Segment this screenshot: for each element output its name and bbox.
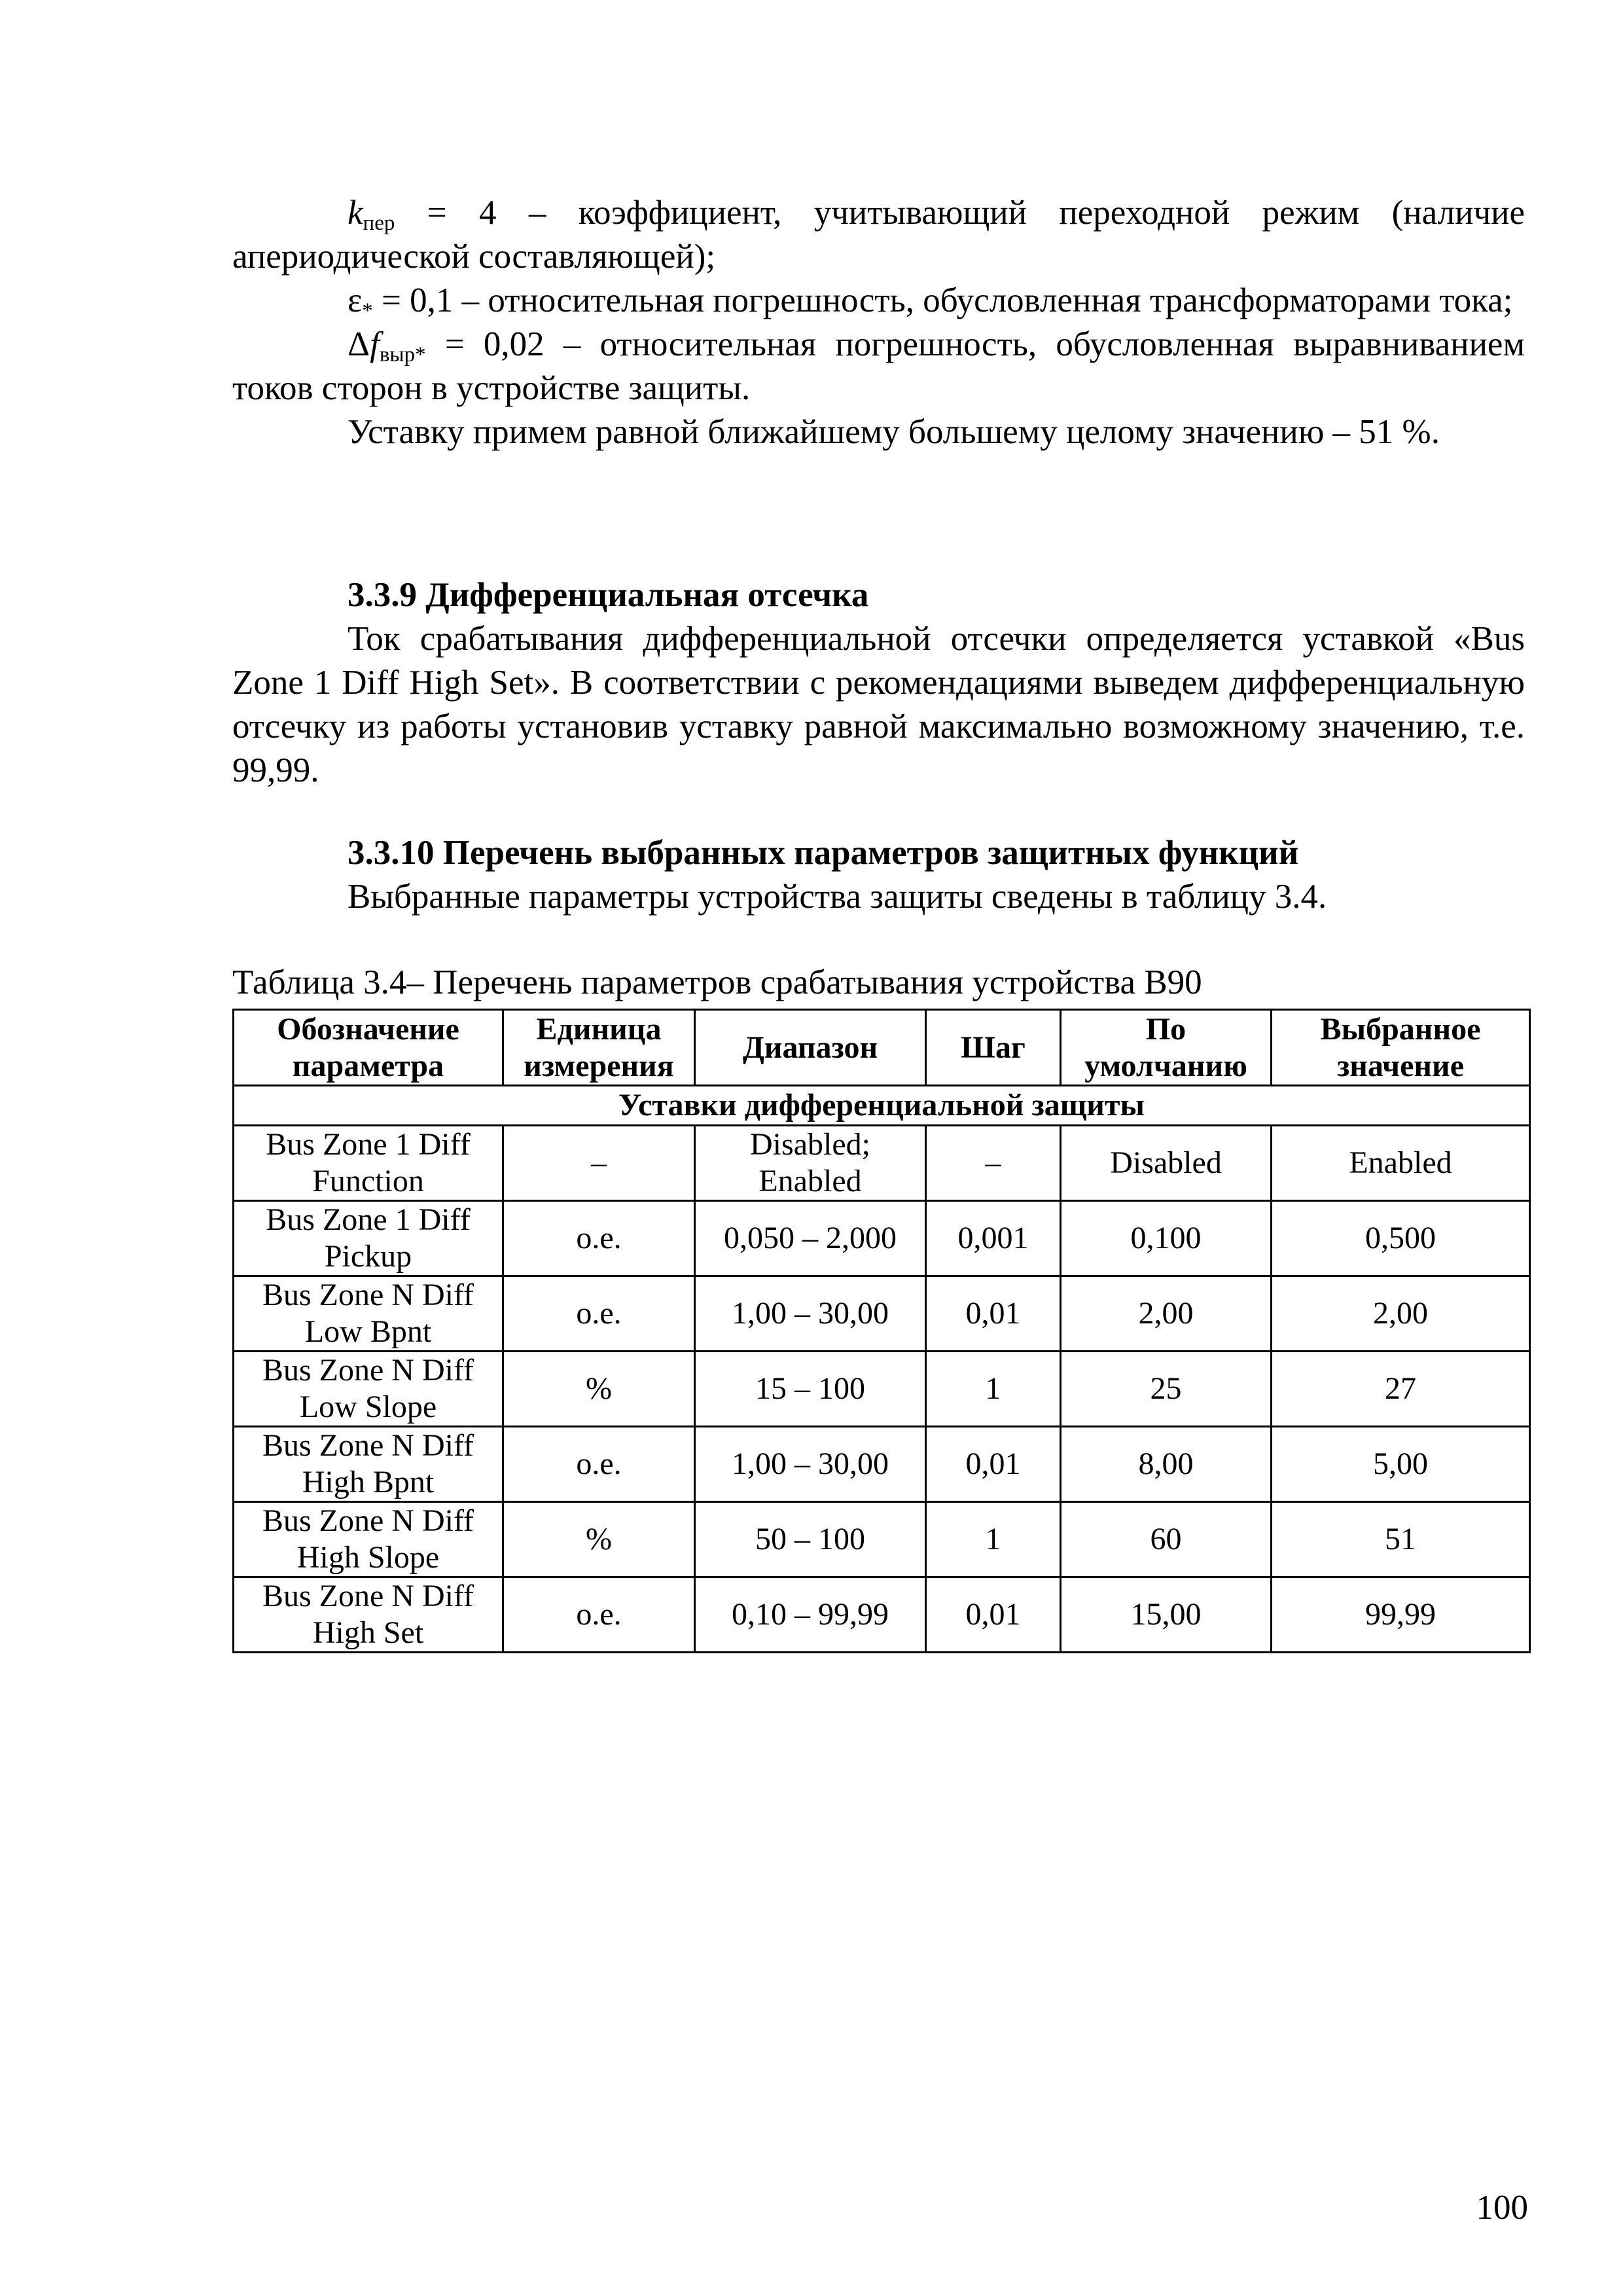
cell-range: 1,00 – 30,00 bbox=[695, 1276, 926, 1352]
header-unit: Единица измерения bbox=[503, 1010, 695, 1086]
cell-parameter: Bus Zone N Diff High Slope bbox=[234, 1502, 503, 1577]
section-heading-3-3-10: 3.3.10 Перечень выбранных параметров защитных функций bbox=[348, 834, 1299, 872]
cell-range: Disabled; Enabled bbox=[695, 1126, 926, 1201]
kper-text: = 4 – коэффициент, учитывающий переходной режим (наличие апериодической составляющей); bbox=[232, 194, 1525, 276]
cell-selected: 99,99 bbox=[1272, 1577, 1530, 1653]
cell-selected: 0,500 bbox=[1272, 1201, 1530, 1276]
cell-unit: о.е. bbox=[503, 1577, 695, 1653]
cell-selected: 2,00 bbox=[1272, 1276, 1530, 1352]
subscript-per: пер bbox=[363, 211, 395, 235]
cell-parameter: Bus Zone N Diff High Set bbox=[234, 1577, 503, 1653]
cell-parameter: Bus Zone N Diff Low Bpnt bbox=[234, 1276, 503, 1352]
paragraph-eps bbox=[232, 279, 1525, 323]
symbol-epsilon: ε bbox=[348, 281, 363, 319]
page-number: 100 bbox=[1476, 2189, 1528, 2227]
paragraph-df bbox=[232, 323, 1525, 410]
cell-selected: 5,00 bbox=[1272, 1427, 1530, 1502]
header-range: Диапазон bbox=[695, 1010, 926, 1086]
paragraph-kper bbox=[232, 191, 1525, 279]
cell-step: 0,01 bbox=[926, 1577, 1061, 1653]
paragraph-setting: Уставку примем равной ближайшему большему целому значению – 51 %. bbox=[348, 413, 1440, 451]
cell-range: 15 – 100 bbox=[695, 1352, 926, 1427]
cell-default: 25 bbox=[1061, 1352, 1272, 1427]
table-group-row bbox=[234, 1086, 1530, 1126]
cell-default: 2,00 bbox=[1061, 1276, 1272, 1352]
cell-range: 0,10 – 99,99 bbox=[695, 1577, 926, 1653]
cell-parameter: Bus Zone 1 Diff Function bbox=[234, 1126, 503, 1201]
section-3-3-10 bbox=[232, 831, 1525, 919]
cell-step: 0,01 bbox=[926, 1276, 1061, 1352]
eps-text: = 0,1 – относительная погрешность, обусловленная трансформаторами тока; bbox=[372, 281, 1513, 319]
cell-unit: – bbox=[503, 1126, 695, 1201]
table-row bbox=[234, 1276, 1530, 1352]
header-parameter: Обозначение параметра bbox=[234, 1010, 503, 1086]
df-text: = 0,02 – относительная погрешность, обусловленная выравниванием токов сторон в устройстве защиты. bbox=[232, 325, 1525, 407]
cell-default: Disabled bbox=[1061, 1126, 1272, 1201]
cell-default: 60 bbox=[1061, 1502, 1272, 1577]
cell-selected: 27 bbox=[1272, 1352, 1530, 1427]
symbol-delta: Δ bbox=[348, 325, 370, 363]
cell-parameter: Bus Zone N Diff Low Slope bbox=[234, 1352, 503, 1427]
cell-selected: Enabled bbox=[1272, 1126, 1530, 1201]
cell-parameter: Bus Zone 1 Diff Pickup bbox=[234, 1201, 503, 1276]
cell-default: 0,100 bbox=[1061, 1201, 1272, 1276]
table-caption: Таблица 3.4– Перечень параметров срабатывания устройства B90 bbox=[232, 963, 1202, 1001]
cell-step: 0,001 bbox=[926, 1201, 1061, 1276]
table-row bbox=[234, 1126, 1530, 1201]
group-label: Уставки дифференциальной защиты bbox=[234, 1086, 1530, 1126]
table-header-row bbox=[234, 1010, 1530, 1086]
cell-step: 1 bbox=[926, 1352, 1061, 1427]
cell-unit: о.е. bbox=[503, 1427, 695, 1502]
section-heading-3-3-9: 3.3.9 Дифференциальная отсечка bbox=[348, 576, 869, 614]
header-default: По умолчанию bbox=[1061, 1010, 1272, 1086]
cell-unit: % bbox=[503, 1502, 695, 1577]
table-row bbox=[234, 1427, 1530, 1502]
parameters-table bbox=[232, 1009, 1531, 1653]
cell-unit: о.е. bbox=[503, 1276, 695, 1352]
subscript-star: * bbox=[362, 299, 373, 323]
cell-unit: % bbox=[503, 1352, 695, 1427]
section-3-3-9 bbox=[232, 573, 1525, 793]
subscript-vyr: выр* bbox=[379, 343, 426, 367]
header-step: Шаг bbox=[926, 1010, 1061, 1086]
cell-selected: 51 bbox=[1272, 1502, 1530, 1577]
section-text-3-3-9: Ток срабатывания дифференциальной отсечки определяется уставкой «Bus Zone 1 Diff High Set». В соответствии с рекомендациями выведем дифференциальную отсечку из работы установив уставку равной максимально возможному значению, т.е. 99,99. bbox=[232, 620, 1525, 789]
cell-step: – bbox=[926, 1126, 1061, 1201]
symbol-k: k bbox=[348, 194, 363, 232]
table-row bbox=[234, 1352, 1530, 1427]
symbol-f: f bbox=[370, 325, 380, 363]
cell-step: 1 bbox=[926, 1502, 1061, 1577]
cell-default: 8,00 bbox=[1061, 1427, 1272, 1502]
cell-unit: о.е. bbox=[503, 1201, 695, 1276]
cell-range: 50 – 100 bbox=[695, 1502, 926, 1577]
table-row bbox=[234, 1201, 1530, 1276]
cell-range: 1,00 – 30,00 bbox=[695, 1427, 926, 1502]
coefficients-block bbox=[232, 191, 1525, 454]
cell-parameter: Bus Zone N Diff High Bpnt bbox=[234, 1427, 503, 1502]
cell-default: 15,00 bbox=[1061, 1577, 1272, 1653]
section-text-3-3-10: Выбранные параметры устройства защиты сведены в таблицу 3.4. bbox=[348, 878, 1327, 916]
cell-range: 0,050 – 2,000 bbox=[695, 1201, 926, 1276]
cell-step: 0,01 bbox=[926, 1427, 1061, 1502]
header-selected: Выбранное значение bbox=[1272, 1010, 1530, 1086]
table-row bbox=[234, 1502, 1530, 1577]
table-row bbox=[234, 1577, 1530, 1653]
